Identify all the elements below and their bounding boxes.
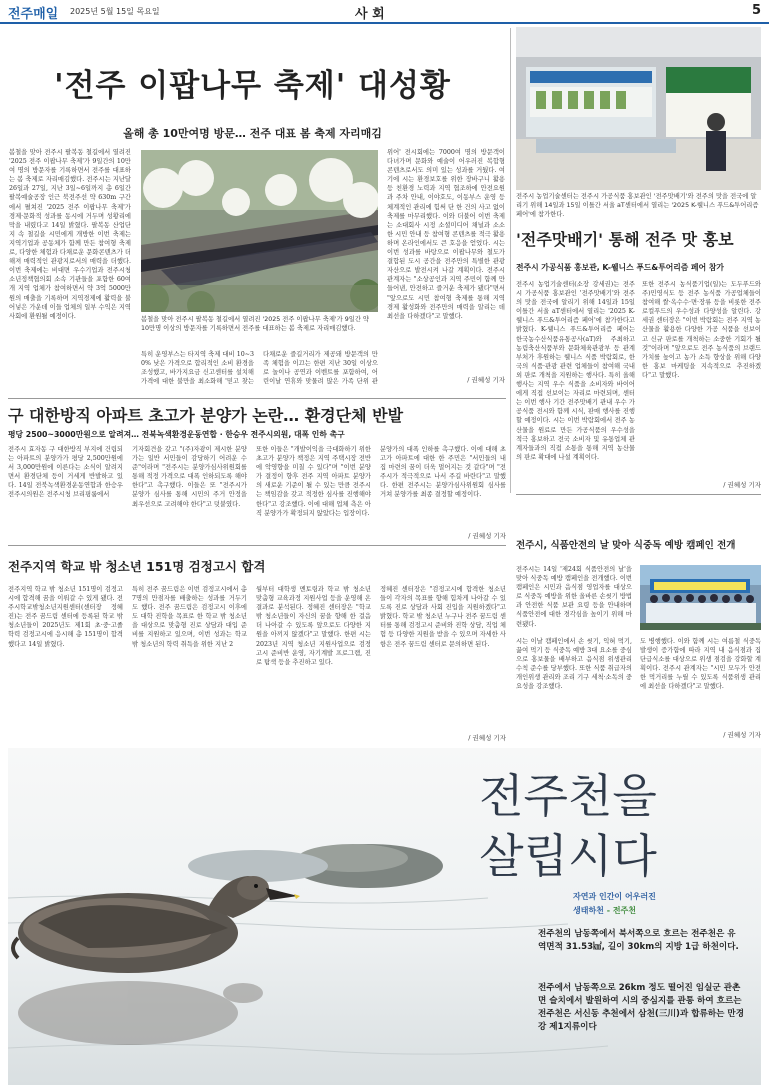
- expo-booth-photo: [516, 27, 761, 190]
- a5-col-2: 특히 전주 꿈드림은 이번 검정고시에서 총 7명의 만점자를 배출하는 성과를 거두기도 했다. 전주 꿈드림은 검정고시 이후에도 대학 진학을 목표로 한 학교 밖 청소년을 대상으로 맞춤형 진로 상담과 대입 준비를 지원하고 있으며, 이번 성과는 학교 밖 청소년의 학력 취득을 위한 지난 2: [132, 586, 247, 648]
- a2-headline: '전주맛배기' 통해 전주 맛 홍보: [516, 230, 734, 249]
- a3-col-4: 분양가의 대폭 인하를 촉구했다. 이에 대해 초고가 아파트에 대한 한 주민은 "서민들의 내 집 마련의 꿈이 더욱 멀어지는 것 같다"며 "전주시가 적극적으로 나서 주길 바란다"고 말했다. 한편 전주시는 분양가심사위원회 심사를 거쳐 분양가를 최종 결정할 예정이다.: [380, 446, 506, 499]
- a5-col-4: 정혜진 센터장은 "검정고시에 합격한 청소년들이 각자의 목표를 향해 힘차게 나아갈 수 있도록 진로 상담과 사회 진입을 지원하겠다"고 밝혔다. 학교 밖 청소년 누구나 전주 꿈드림 센터를 통해 검정고시 준비와 진학 상담, 직업 체험 등 다양한 지원을 받을 수 있으며 자세한 사항은 전주 꿈드림 센터로 문의하면 된다.: [380, 586, 506, 648]
- a4-col-1b: 시는 이날 캠페인에서 손 씻기, 익혀 먹기, 끓여 먹기 등 식중독 예방 3대 요소를 중심으로 홍보물을 배부하고 음식점 위생관리 수칙 준수를 당부했다. 또한 식품 취급자의 개인위생 관리와 조리 기구 세척·소독의 중요성을 강조했다.: [516, 638, 632, 691]
- a2-subheadline: 전주시 가공식품 홍보관, K-웰니스 푸드&투어리즘 페어 참가: [516, 263, 724, 272]
- section-rule: [8, 545, 506, 546]
- a1-col-4: 위어' 전시회에는 7000여 명의 방문객이 다녀가며 문화와 예술이 어우러진 복합형 콘텐츠로서도 의미 있는 성과를 거뒀다. 여기에 시는 환경보호를 위한 장바구니 활용 등 친환경 노력과 지역 협조하에 안전요원과 주차 안내, 이야호도, 이동부스 운영 등 체계적인 관리에 힘써 단 한 건의 사고 없이 축제를 마무리했다. 이와 더불어 이번 축제는 소대회사 시정 소셜미디어 채널과 소소한 시민 안내 등 참여형 콘텐츠를 적극 활용하며 온라인에서도 큰 호응을 얻었다. 시는 이번 성과를 바탕으로 이팝나무와 철도가 결합된 도시 공간을 전주만의 특별한 관광 자산으로 발전시켜 나갈 계획이다. 전주시 관계자는 "소상공인과 지역 주민이 함께 만들어낸, 안전하고 즐거운 축제가 됐다"면서 "앞으로도 시민 참여형 축제를 통해 지역 경제 활성화와 전주만의 매력을 알리는 데 최선을 다하겠다"고 말했다.: [387, 149, 505, 320]
- ad-paragraph-1: 전주천의 남동쪽에서 북서쪽으로 흐르는 전주천은 유역면적 31.53㎢, 길이 30km의 지방 1급 하천이다.: [538, 929, 739, 952]
- a5-col-3: 월부터 대학생 멘토링과 학교 밖 청소년 맞춤형 교육과정 지원사업 등을 운영해 온 결과로 분석된다. 정혜진 센터장은 "학교 밖 청소년들이 자신의 꿈을 향해 한 걸음 더 나아갈 수 있도록 앞으로도 다양한 지원을 아끼지 않겠다"고 말했다. 한편 시는 2023년 지역 청소년 지원사업으로 검정고시 준비반 운영, 자기계발 프로그램, 진로 탐색 등을 추진하고 있다.: [256, 586, 371, 666]
- a3-subheadline: 평당 2500~3000만원으로 알려져… 전북녹색환경운동연합 · 한승우 전주시의원, 대폭 인하 촉구: [8, 430, 345, 439]
- a3-col-2: 기자회견을 갖고 "(주)자광이 제시한 분양가는 일반 서민들이 감당하기 어려운 수준"이라며 "전주시는 분양가심사위원회를 통해 적정 가격으로 대폭 인하되도록 해야 한다"고 촉구했다. 이들은 또 "전주시가 분양가 심사를 통해 시민의 주거 안정을 최우선으로 고려해야 한다"고 덧붙였다.: [132, 446, 247, 508]
- a2-byline: / 권혜성 기자: [723, 481, 761, 489]
- a4-byline: / 권혜성 기자: [723, 731, 761, 739]
- newspaper-logo: 전주매일: [8, 7, 59, 22]
- issue-date: 2025년 5월 15일 목요일: [70, 7, 160, 16]
- column-divider: [510, 28, 511, 493]
- section-rule: [8, 398, 506, 399]
- a1-col-3: 다채로운 즐길거리가 제공돼 방문객의 만족 체험을 이끄는 한편 지난 30일 이상으로 놀이나 공연과 이벤트를 포함하여, 어린이날 연휴와 맞물려 많은 가족 단위 관: [263, 351, 378, 386]
- ad-paragraph-2: 전주에서 남동쪽으로 26km 정도 떨어진 임실군 관촌면 슬치에서 발원하여 시의 중심지를 관통 하여 흐르는 전주천은 서신동 추천에서 삼천(三川)과 합류하는 만경강 제1지류이다: [538, 983, 745, 1032]
- festival-photo: [141, 150, 378, 312]
- a2-col-1: 전주시 농업기술센터(소장 강세권)는 전주시 가공식품 홍보관인 '전주맛배기'와 전주의 맛을 전국에 알리기 위해 14일과 15일 이틀간 서울 aT센터에서 열리는 '2025 K-웰니스 푸드&투어리즘 페어'에 참가한다고 밝혔다. K-웰니스 푸드&투어리즘 페어는 한국농수산식품유통공사(aT)와 주최하고 농림축산식품부와 문화체육관광부 등 관계부처가 후원하는 웰니스 식품 박람회로, 한국의 식품·관광 관련 업체들이 참여해 국내외 판로 개척을 지원하는 행사다. 특히 올해 행사는 지역 우수 식품을 소비자와 바이어에게 직접 선보이는 자리로 마련되며, 센터는 이번 행사 기간 전주맛배기 관내 우수 가공식품 전시와 함께 시식, 판매 행사를 진행할 예정이다. 시는 이번 박람회에서 전주 농산물을 원료로 만든 가공식품의 우수성을 적극 홍보하고 전국 소비자 및 유통업체 관계자들과의 직접 소통을 통해 지역 농산물의 판로 확대에 나설 계획이다.: [516, 281, 635, 461]
- a4-headline: 전주시, 식품안전의 날 맞아 식중독 예방 캠페인 전개: [516, 540, 736, 551]
- section-name: 사 회: [355, 7, 385, 22]
- ad-tagline-1: 자연과 인간이 어우러진: [573, 892, 656, 901]
- page-number: 5: [752, 3, 762, 18]
- a3-headline: 구 대한방직 아파트 초고가 분양가 논란… 환경단체 반발: [8, 406, 404, 425]
- campaign-photo: [640, 565, 761, 630]
- a5-headline: 전주지역 학교 밖 청소년 151명 검정고시 합격: [8, 559, 266, 574]
- a1-byline: / 권혜성 기자: [467, 376, 505, 384]
- ad-headline-1: 전주천을: [479, 769, 657, 823]
- a1-subheadline: 올해 총 10만여명 방문… 전주 대표 봄 축제 자리매김: [123, 127, 382, 140]
- festival-photo-caption: 봄철을 맞아 전주시 팔복동 철길에서 열려진 '2025 전주 이팝나무 축제'가 9일간 약 10만명 이상의 방문자를 기록하면서 전주를 대표하는 봄 축제로 자리매김했다.: [141, 316, 369, 332]
- a1-col-2: 특히 운영부스는 타지역 축제 대비 10~30% 낮은 가격으로 합리적인 소비 환경을 조성했고, 바가지요금 신고센터를 설치해 가격에 대한 불만을 최소화해 '믿고 찾는: [141, 351, 254, 386]
- page-header: [0, 0, 769, 24]
- a2-col-2: 또한 전주시 농식품기업(일)는 도두푸드와 주)민영식도 등 전주 농식품 가공업체들이 참여해 쌀·옥수수·면·장류 등을 비롯한 전주 로컬푸드의 우수성과 다양성을 알린다. 강세권 센터장은 "이번 박람회는 전주 지역 농산물을 활용한 다양한 가공 식품을 선보이고 신규 판로를 개척하는 소중한 기회가 될 것"이라며 "앞으로도 전주 농식품의 브랜드 가치를 높이고 농가 소득 향상을 위해 다양한 홍보 마케팅을 지속적으로 추진하겠다"고 말했다.: [642, 281, 761, 379]
- a3-col-3: 또한 이들은 "개발이익을 극대화하기 위한 초고가 분양가 책정은 지역 주택시장 전반에 악영향을 미칠 수 있다"며 "이번 분양가 결정이 향후 전주 지역 아파트 분양가의 새로운 기준이 될 수 있는 만큼 전주시는 책임감을 갖고 적정한 심사를 진행해야 한다"고 강조했다. 이에 대해 업체 측은 아직 분양가가 확정되지 않았다는 입장이다.: [256, 446, 371, 517]
- expo-photo-caption: 전주시 농업기술센터는 전주시 가공식품 홍보관인 '전주맛배기'와 전주의 맛을 전국에 알리기 위해 14일과 15일 이틀간 서울 aT센터에서 열리는 '2025 K-웰니스 푸드&투어리즘 페어'에 참가한다.: [516, 193, 759, 218]
- a1-col-1: 봄철을 맞아 전주시 팔복동 철길에서 열려진 '2025 전주 이팝나무 축제'가 9일간의 10만여 명의 방문자를 기록하면서 전주를 대표하는 봄 축제로 자리매김했다. 전주시는 지난달 26일과 27일, 지난 3일~6일까지 총 6일간 팔복예술공장 인근 북전주선 약 630m 구간에서 펼쳐진 '2025 전주 이팝나무 축제'가 경제·문화적 성과를 동시에 거두며 성황리에 막을 내렸다고 14일 밝혔다. 팔복동 산업단지 속 철길을 시민에게 개방한 이번 축제는 지역기업과 공동체가 함께 만든 참여형 축제로, 다양한 체험과 다채로운 문화콘텐츠가 더해져 매력적인 관광지로서의 매력을 더했다. 이번 축제에는 비대면 우수기업과 전주시청소년정책협의회 소속 기관들을 포함한 60여 개 지역 업체가 참여하면서 약 3억 5000만 원의 매출을 기록하며 지역경제에 활력을 불어넣은 가운데 이들 업체의 일부 수익은 지역사회에 환원될 예정이다.: [9, 149, 131, 320]
- a3-col-1: 전주시 효자동 구 대한방직 부지에 건립되는 아파트의 분양가가 평당 2,500만원에서 3,000만원에 이른다는 소식이 알려지면서 환경단체 등이 거세게 반발하고 있다. 14일 전북녹색환경운동연합과 한승우 전주시의원은 전주시청 브리핑룸에서: [8, 446, 123, 499]
- section-rule: [516, 494, 761, 495]
- a3-byline: / 권혜성 기자: [468, 532, 506, 540]
- ad-tagline-2: [573, 905, 636, 916]
- river-campaign-ad: [8, 748, 761, 1085]
- a5-byline: / 권혜성 기자: [468, 734, 506, 742]
- a4-col-1: 전주시는 14일 '제24회 식품안전의 날'을 맞아 식중독 예방 캠페인을 전개했다. 이번 캠페인은 시민과 음식점 영업자를 대상으로 식중독 예방을 위한 올바른 손씻기 방법과 안전한 식품 보관 요령 등을 안내하며 식품안전에 대한 경각심을 높이기 위해 마련됐다.: [516, 566, 632, 628]
- ad-tagline-2a: 생태하천: [573, 906, 604, 915]
- a5-col-1: 전주지역 학교 밖 청소년 151명이 검정고시에 합격해 꿈을 이뤄갈 수 있게 됐다. 전주시학교밖청소년지원센터(센터장 정혜진)는 전주 꿈드림 센터에 등록된 학교 밖 청소년들이 2025년도 제1회 초·중·고졸 학력 검정고시에 응시해 총 151명이 합격했다고 14일 밝혔다.: [8, 586, 123, 648]
- ad-headline-2: 살립시다: [479, 829, 657, 883]
- a4-col-2: 도 병행했다. 이와 함께 시는 여름철 식중독 발생이 증가함에 따라 지역 내 음식점과 집단급식소를 대상으로 위생 점검을 강화할 계획이다. 전주시 관계자는 "시민 모두가 안전한 먹거리를 누릴 수 있도록 식품위생 관리에 최선을 다하겠다"고 말했다.: [640, 638, 761, 691]
- a1-headline: '전주 이팝나무 축제' 대성황: [54, 68, 451, 104]
- ad-tagline-2b: - 전주천: [606, 906, 637, 915]
